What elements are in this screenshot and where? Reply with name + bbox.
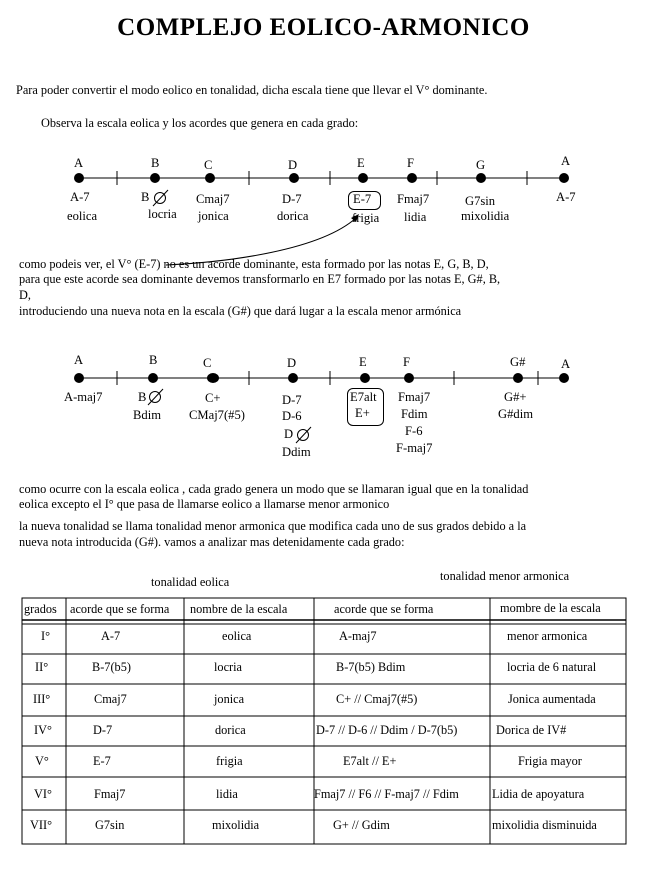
table-cell-acorde-eolica: D-7 (93, 723, 113, 737)
table-cell-acorde-armonica: Fmaj7 // F6 // F-maj7 // Fdim (314, 787, 459, 801)
armonica-dot-a (74, 373, 84, 383)
table-cell-grado: VI° (34, 787, 52, 801)
armonica-chord-f-6: F-6 (405, 424, 423, 438)
conclusion-line-1: como ocurre con la escala eolica , cada grado genera un modo que se llamaran igual que en la tonalidad (19, 482, 529, 496)
table-cell-acorde-armonica: D-7 // D-6 // Ddim / D-7(b5) (316, 723, 458, 737)
armonica-dot-d (288, 373, 298, 383)
eolica-mode-2: locria (148, 207, 177, 221)
table-header-nombre-eolica: nombre de la escala (190, 602, 288, 616)
table-cell-nombre-armonica: locria de 6 natural (507, 660, 597, 674)
table-header-grados: grados (24, 602, 57, 616)
eolica-note-b: B (151, 156, 160, 170)
armonica-chord-cmaj7-sharp5: CMaj7(#5) (189, 408, 245, 422)
conclusion-line-3: la nueva tonalidad se llama tonalidad menor armonica que modifica cada uno de sus grados debido a la (19, 519, 527, 533)
half-diminished-icon (148, 389, 163, 405)
table-cell-nombre-armonica: mixolidia disminuida (492, 818, 597, 832)
armonica-note-c: C (203, 356, 212, 370)
armonica-note-e: E (359, 355, 367, 369)
eolica-dot-b (150, 173, 160, 183)
table-caption-armonica: tonalidad menor armonica (440, 569, 570, 583)
table-cell-acorde-armonica: B-7(b5) Bdim (336, 660, 406, 674)
eolica-note-a2: A (561, 154, 571, 168)
table-cell-nombre-armonica: Jonica aumentada (508, 692, 596, 706)
armonica-chord-bdim: Bdim (133, 408, 161, 422)
eolica-mode-6: lidia (404, 210, 427, 224)
intro-line-1: Para poder convertir el modo eolico en tonalidad, dicha escala tiene que llevar el V° dominante. (16, 83, 488, 97)
eolica-mode-3: jonica (198, 209, 229, 223)
armonica-chord-e-aug: E+ (355, 406, 370, 420)
eolica-note-d: D (288, 158, 298, 172)
explanation-line-4: introduciendo una nueva nota en la escala (G#) que dará lugar a la escala menor armónica (19, 304, 462, 318)
armonica-chord-e7alt: E7alt (350, 390, 377, 404)
eolica-chord-d: D-7 (282, 192, 302, 206)
explanation-line-2: para que este acorde sea dominante devemos transformarlo en E7 formado por las notas E, G#, B, (19, 272, 501, 286)
eolica-mode-1: eolica (67, 209, 98, 223)
armonica-note-d: D (287, 356, 297, 370)
table-cell-grado: IV° (34, 723, 52, 737)
eolica-chord-e: E-7 (353, 192, 372, 206)
eolica-chord-f: Fmaj7 (397, 192, 430, 206)
page-title: COMPLEJO EOLICO-ARMONICO (117, 14, 530, 41)
intro-line-2: Observa la escala eolica y los acordes que genera en cada grado: (41, 116, 359, 130)
eolica-dot-e (358, 173, 368, 183)
eolica-chord-g: G7sin (465, 194, 496, 208)
table-cell-nombre-armonica: menor armonica (507, 629, 588, 643)
table-cell-grado: I° (41, 629, 51, 643)
conclusion-line-4: nueva nota introducida (G#). vamos a analizar mas detenidamente cada grado: (19, 535, 405, 549)
eolica-mode-4: dorica (277, 209, 309, 223)
armonica-note-a: A (74, 353, 84, 367)
armonica-note-g-sharp: G# (510, 355, 526, 369)
table-cell-acorde-armonica: A-maj7 (339, 629, 377, 643)
armonica-chord-d-6: D-6 (282, 409, 302, 423)
table-cell-nombre-armonica: Frigia mayor (518, 754, 582, 768)
table-cell-nombre-eolica: lidia (216, 787, 238, 801)
eolica-note-e: E (357, 156, 365, 170)
explanation-line-3: D, (19, 288, 31, 302)
armonica-chord-c-aug: C+ (205, 391, 221, 405)
table-header-nombre-armonica: mombre de la escala (500, 601, 601, 615)
table-caption-eolica: tonalidad eolica (151, 575, 230, 589)
eolica-chord-b: B (141, 190, 150, 204)
eolica-chord-c: Cmaj7 (196, 192, 230, 206)
armonica-dot-b (148, 373, 158, 383)
table-cell-grado: VII° (30, 818, 52, 832)
armonica-chord-fmaj7: Fmaj7 (398, 390, 431, 404)
table-header-acorde-eolica: acorde que se forma (70, 602, 170, 616)
table-cell-acorde-eolica: A-7 (101, 629, 121, 643)
armonica-dot-e (360, 373, 370, 383)
eolica-dot-d (289, 173, 299, 183)
table-cell-acorde-eolica: B-7(b5) (92, 660, 131, 674)
table-cell-grado: II° (35, 660, 49, 674)
table-cell-nombre-eolica: jonica (214, 692, 245, 706)
armonica-note-a2: A (561, 357, 571, 371)
eolica-dot-g (476, 173, 486, 183)
half-diminished-icon (296, 427, 311, 443)
explanation-line-1: como podeis ver, el V° (E-7) no es un acorde dominante, esta formado por las notas E, G, B, D, (19, 257, 489, 271)
eolica-dot-a (74, 173, 84, 183)
table-cell-acorde-eolica: Fmaj7 (94, 787, 126, 801)
eolica-dot-f (407, 173, 417, 183)
table-cell-nombre-eolica: locria (214, 660, 242, 674)
eolica-mode-5: frigia (352, 211, 380, 225)
table-cell-grado: III° (33, 692, 51, 706)
table-cell-nombre-eolica: dorica (215, 723, 246, 737)
armonica-note-f: F (403, 355, 411, 369)
table-cell-nombre-eolica: frigia (216, 754, 243, 768)
eolica-note-g: G (476, 158, 486, 172)
table-cell-acorde-armonica: E7alt // E+ (343, 754, 397, 768)
armonica-dot-c (207, 373, 219, 383)
eolica-note-a: A (74, 156, 84, 170)
table-cell-nombre-armonica: Lidia de apoyatura (492, 787, 585, 801)
eolica-mode-7: mixolidia (461, 209, 510, 223)
armonica-chord-ddim: Ddim (282, 445, 311, 459)
table-cell-nombre-eolica: mixolidia (212, 818, 260, 832)
armonica-chord-g-sharp-dim: G#dim (498, 407, 533, 421)
table-cell-acorde-armonica: G+ // Gdim (333, 818, 390, 832)
table-header-acorde-armonica: acorde que se forma (334, 602, 434, 616)
armonica-dot-g-sharp (513, 373, 523, 383)
table-cell-nombre-eolica: eolica (222, 629, 252, 643)
eolica-note-f: F (407, 156, 415, 170)
armonica-chord-d-7: D-7 (282, 393, 302, 407)
table-cell-acorde-eolica: Cmaj7 (94, 692, 127, 706)
armonica-chord-f-maj7: F-maj7 (396, 441, 433, 455)
eolica-dot-a2 (559, 173, 569, 183)
armonica-chord-b-half-dim: B (138, 390, 147, 404)
eolica-chord-a2: A-7 (556, 190, 576, 204)
conclusion-line-2: eolica excepto el I° que pasa de llamarse eolico a llamarse menor armonico (19, 497, 390, 511)
table-cell-acorde-eolica: E-7 (93, 754, 111, 768)
eolica-dot-c (205, 173, 215, 183)
armonica-chord-fdim: Fdim (401, 407, 428, 421)
half-diminished-icon (153, 190, 168, 206)
table-cell-grado: V° (35, 754, 49, 768)
armonica-dot-a2 (559, 373, 569, 383)
table-cell-acorde-armonica: C+ // Cmaj7(#5) (336, 692, 418, 706)
eolica-note-c: C (204, 158, 213, 172)
table-cell-nombre-armonica: Dorica de IV# (496, 723, 567, 737)
armonica-chord-g-sharp-aug: G#+ (504, 390, 527, 404)
eolica-chord-a: A-7 (70, 190, 90, 204)
armonica-dot-f (404, 373, 414, 383)
table-cell-acorde-eolica: G7sin (95, 818, 125, 832)
armonica-chord-d-half-dim: D (284, 427, 294, 441)
armonica-chord-a: A-maj7 (64, 390, 103, 404)
armonica-note-b: B (149, 353, 158, 367)
